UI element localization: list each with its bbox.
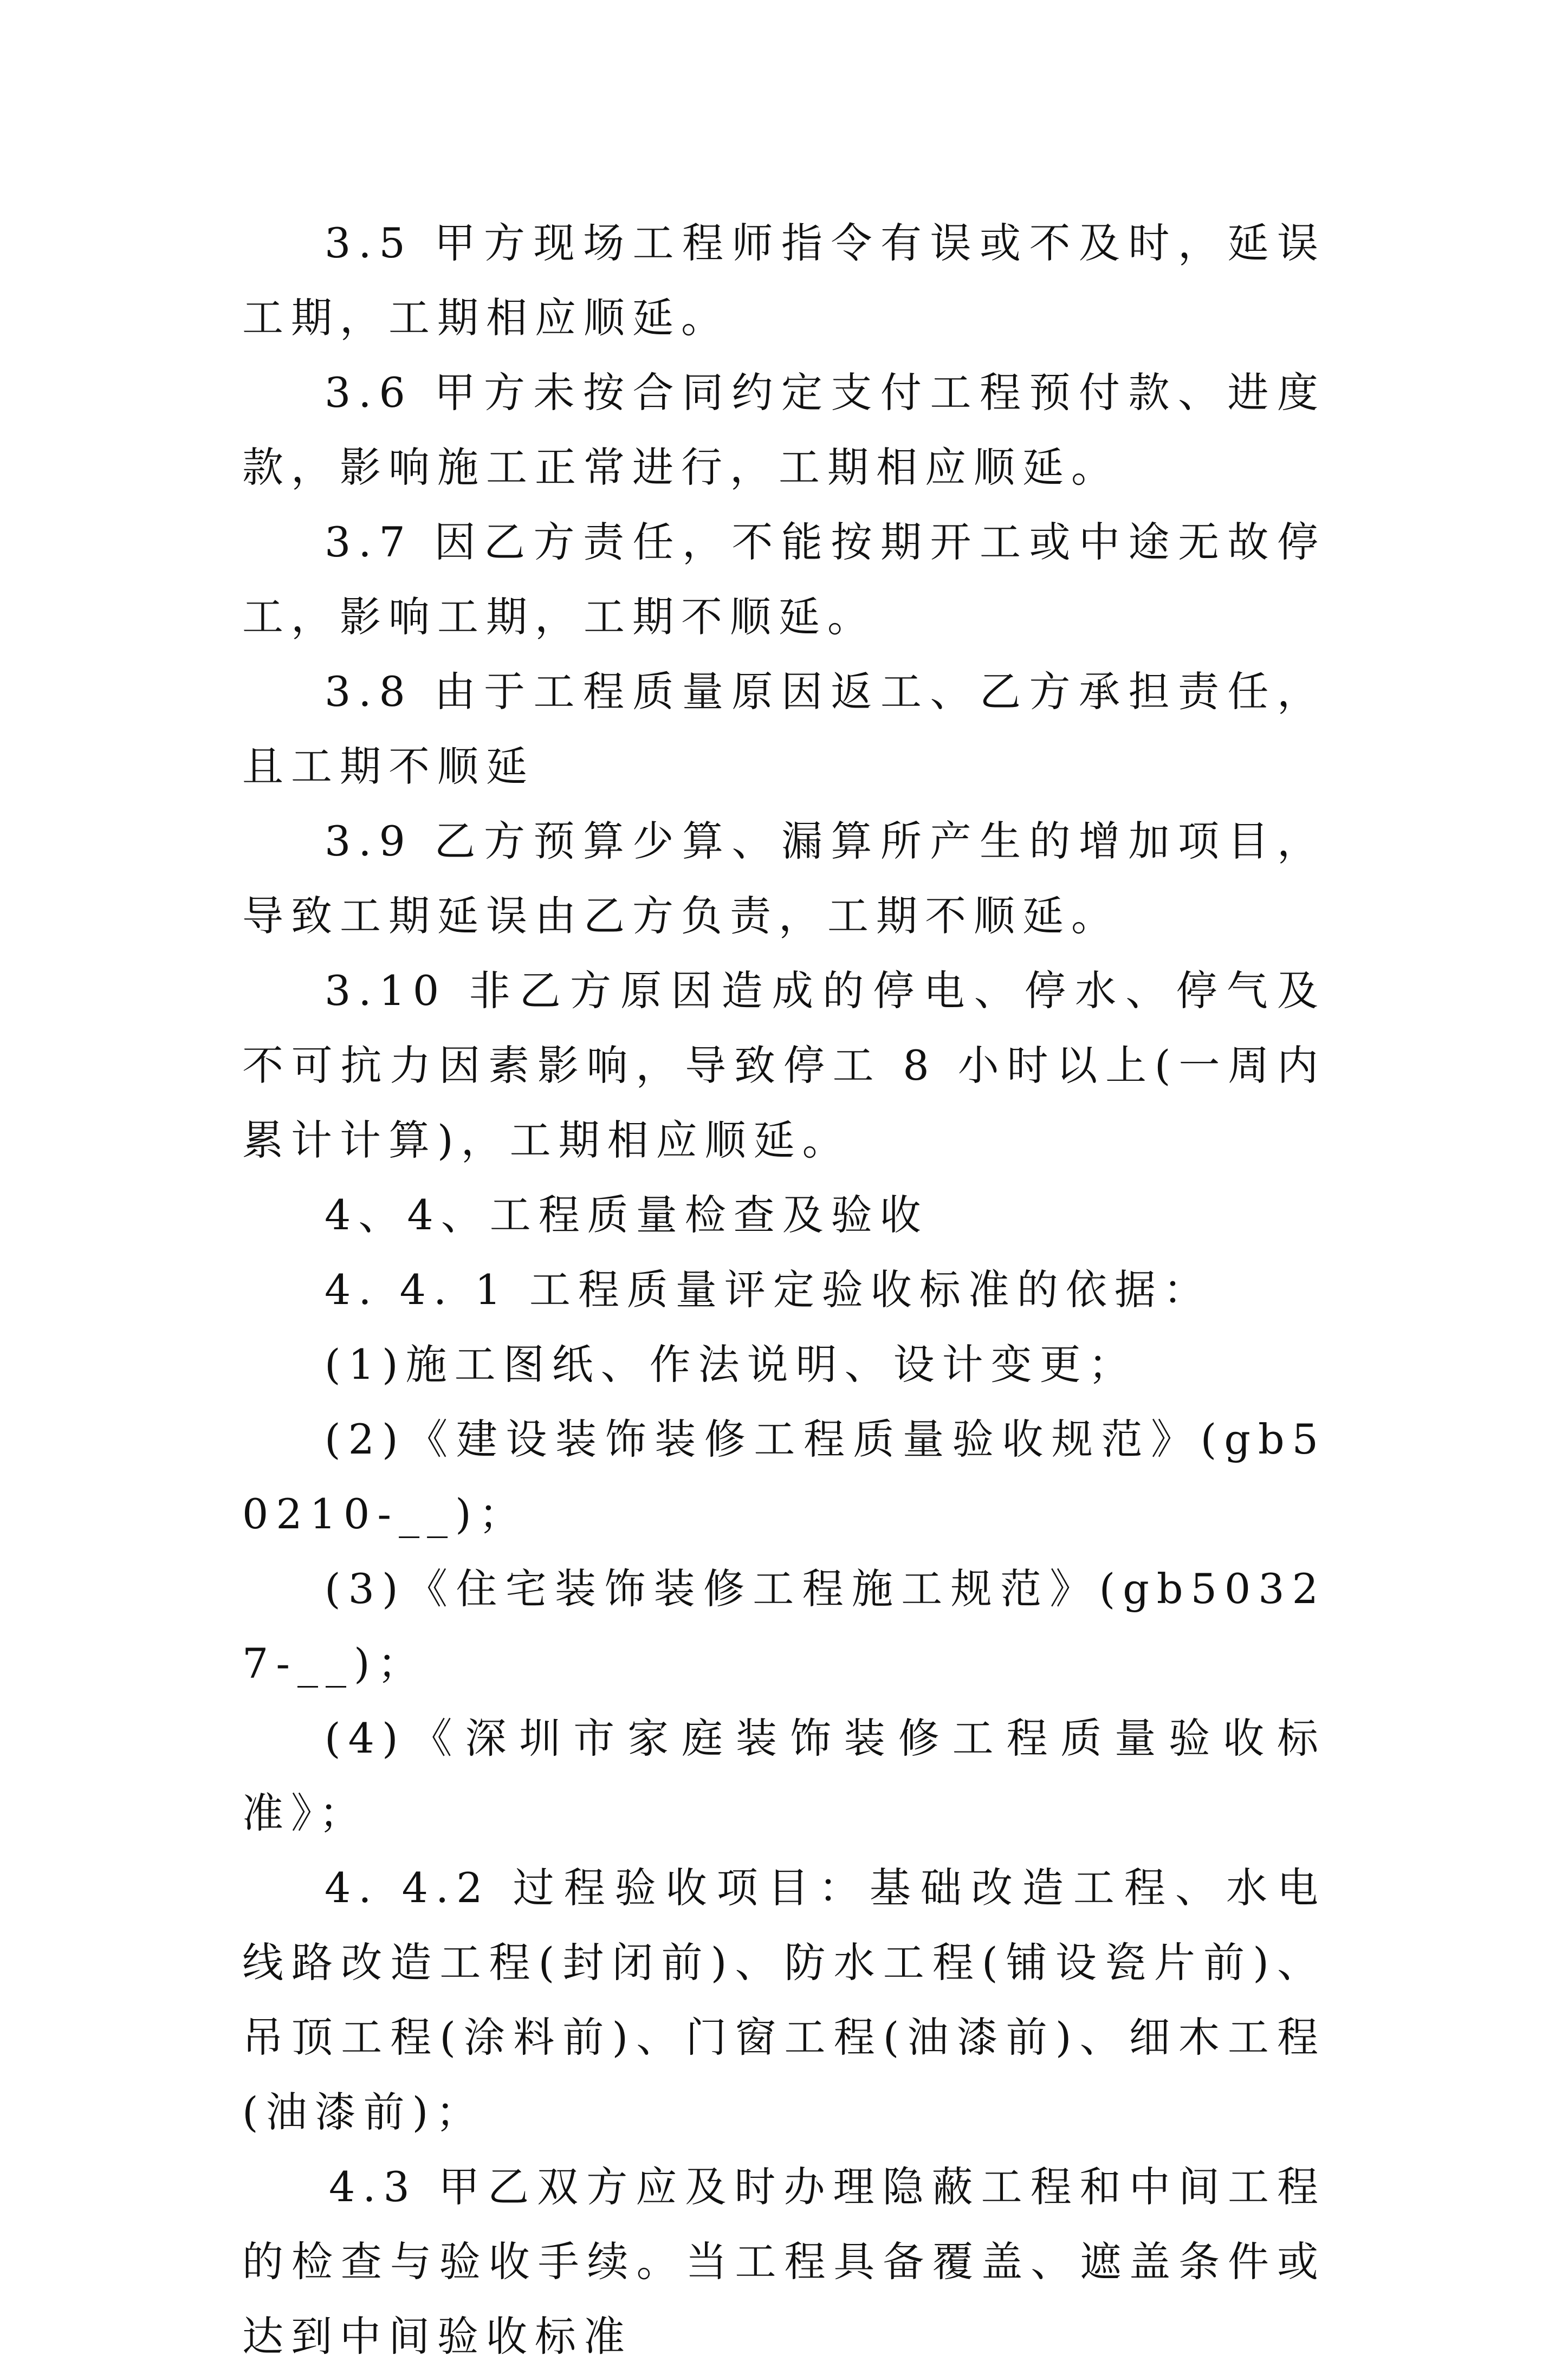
clause-3-5: 3.5 甲方现场工程师指令有误或不及时，延误工期，工期相应顺延。: [242, 219, 1326, 342]
standard-item-4: (4)《深圳市家庭装饰装修工程质量验收标准》；: [242, 1714, 1326, 1837]
clause-3-6: 3.6 甲方未按合同约定支付工程预付款、进度款，影响施工正常进行，工期相应顺延。: [242, 368, 1326, 491]
clause-4-3: 4.3 甲乙双方应及时办理隐蔽工程和中间工程的检查与验收手续。当工程具备覆盖、遮盖条件或达到中间验收标准: [242, 2163, 1326, 2360]
standard-item-2: (2)《建设装饰装修工程质量验收规范》(gb50210-__)；: [242, 1415, 1326, 1538]
standard-item-3: (3)《住宅装饰装修工程施工规范》(gb50327-__)；: [242, 1565, 1326, 1688]
standard-item-1: (1)施工图纸、作法说明、设计变更；: [325, 1340, 1137, 1389]
clause-3-9: 3.9 乙方预算少算、漏算所产生的增加项目，导致工期延误由乙方负责，工期不顺延。: [242, 817, 1326, 940]
clause-3-7: 3.7 因乙方责任，不能按期开工或中途无故停工，影响工期，工期不顺延。: [242, 518, 1326, 641]
clause-3-10: 3.10 非乙方原因造成的停电、停水、停气及不可抗力因素影响，导致停工 8 小时以上(一周内累计计算)，工期相应顺延。: [242, 967, 1326, 1164]
clause-4-4-1: 4. 4. 1 工程质量评定验收标准的依据：: [325, 1266, 1212, 1314]
section-heading-4: 4、4、工程质量检查及验收: [325, 1191, 929, 1239]
clause-3-8: 3.8 由于工程质量原因返工、乙方承担责任，且工期不顺延: [242, 667, 1326, 790]
document-body: [242, 206, 1326, 2374]
clause-4-4-2: 4. 4.2 过程验收项目：基础改造工程、水电线路改造工程(封闭前)、防水工程(铺设瓷片前)、吊顶工程(涂料前)、门窗工程(油漆前)、细木工程(油漆前)；: [242, 1864, 1326, 2136]
